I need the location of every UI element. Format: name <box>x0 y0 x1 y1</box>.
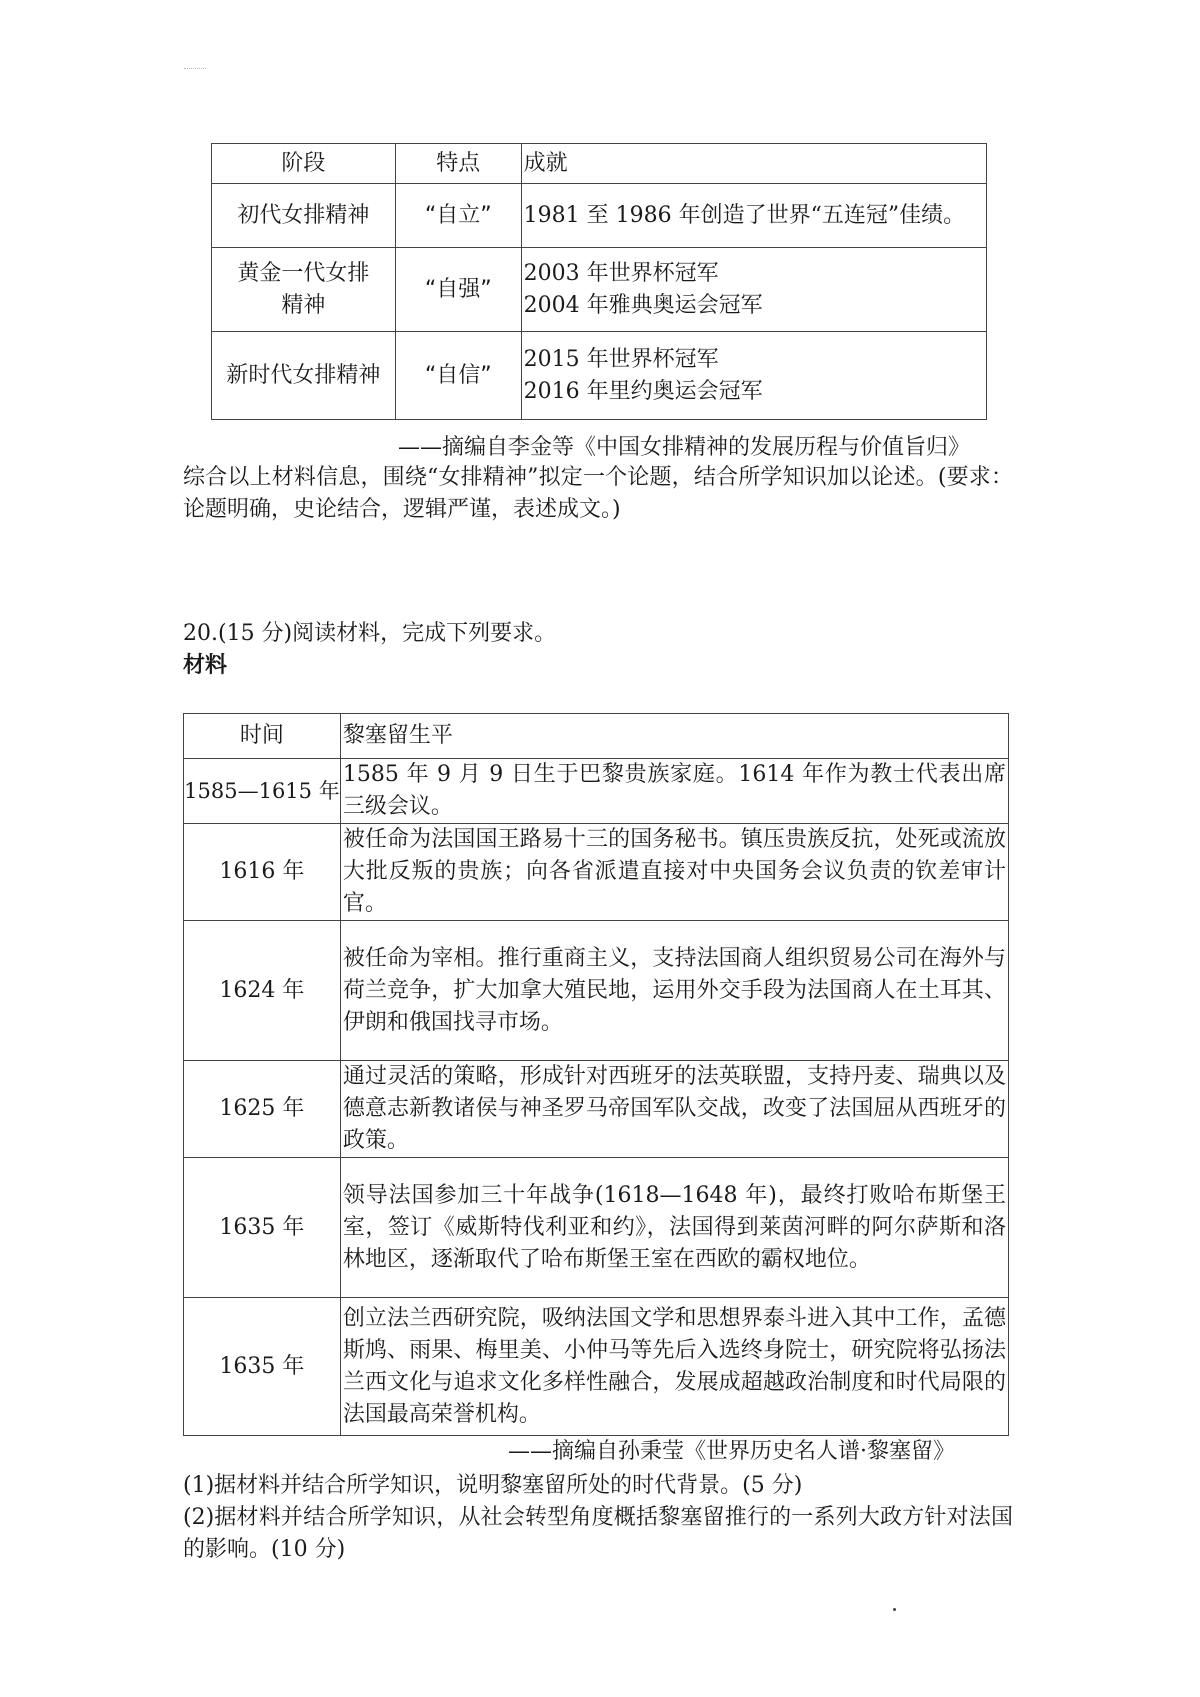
time-cell: 1635 年 <box>184 1158 341 1298</box>
achievement-cell: 1981 至 1986 年创造了世界“五连冠”佳绩。 <box>521 184 986 248</box>
question-20-header: 20.(15 分)阅读材料，完成下列要求。 <box>183 621 557 646</box>
event-cell: 被任命为宰相。推行重商主义，支持法国商人组织贸易公司在海外与荷兰竞争，扩大加拿大殖民地，运用外交手段为法国商人在土耳其、伊朗和俄国找寻市场。 <box>340 921 1008 1061</box>
achievement-line: 2003 年世界杯冠军 <box>523 260 719 286</box>
time-cell: 1625 年 <box>184 1061 341 1158</box>
table-row <box>184 1158 1009 1298</box>
table-row <box>184 921 1009 1061</box>
header-biography: 黎塞留生平 <box>340 714 1008 759</box>
table-header-row <box>184 714 1009 759</box>
table-row <box>184 1061 1009 1158</box>
header-trait: 特点 <box>395 144 521 184</box>
event-cell: 被任命为法国国王路易十三的国务秘书。镇压贵族反抗，处死或流放大批反叛的贵族；向各省派遣直接对中央国务会议负责的钦差审计官。 <box>340 824 1008 921</box>
time-cell: 1624 年 <box>184 921 341 1061</box>
source-citation-1: ——摘编自李金等《中国女排精神的发展历程与价值旨归》 <box>398 435 971 460</box>
achievement-line: 2016 年里约奥运会冠军 <box>523 378 763 404</box>
event-cell: 创立法兰西研究院，吸纳法国文学和思想界泰斗进入其中工作，孟德斯鸠、雨果、梅里美、小仲马等先后入选终身院士，研究院将弘扬法兰西文化与追求文化多样性融合，发展成超越政治制度和时代局限的法国最高荣誉机构。 <box>340 1298 1008 1436</box>
stage-cell: 黄金一代女排精神 <box>212 248 396 332</box>
table-row <box>212 332 987 420</box>
source-citation-2: ——摘编自孙秉莹《世界历史名人谱·黎塞留》 <box>508 1439 955 1464</box>
achievement-line: 2015 年世界杯冠军 <box>523 346 719 372</box>
material-label: 材料 <box>183 653 228 678</box>
women-volleyball-spirit-table <box>211 143 987 420</box>
time-cell: 1585—1615 年 <box>184 759 341 824</box>
table-header-row <box>212 144 987 184</box>
event-cell: 1585 年 9 月 9 日生于巴黎贵族家庭。1614 年作为教士代表出席三级会议。 <box>340 759 1008 824</box>
richelieu-timeline-table <box>183 713 1009 1436</box>
trait-cell: “自信” <box>395 332 521 420</box>
achievement-line: 2004 年雅典奥运会冠军 <box>523 292 763 318</box>
table-row <box>184 1298 1009 1436</box>
stage-cell: 初代女排精神 <box>212 184 396 248</box>
table-row <box>184 824 1009 921</box>
header-stage: 阶段 <box>212 144 396 184</box>
corner-mark <box>184 68 206 69</box>
achievement-cell <box>521 248 986 332</box>
time-cell: 1635 年 <box>184 1298 341 1436</box>
sub-question-2: (2)据材料并结合所学知识，从社会转型角度概括黎塞留推行的一系列大政方针对法国的影响。(10 分) <box>183 1505 1013 1562</box>
table-row <box>184 759 1009 824</box>
achievement-cell <box>521 332 986 420</box>
event-cell: 通过灵活的策略，形成针对西班牙的法英联盟，支持丹麦、瑞典以及德意志新教诸侯与神圣罗马帝国军队交战，改变了法国屈从西班牙的政策。 <box>340 1061 1008 1158</box>
table-row <box>212 184 987 248</box>
time-cell: 1616 年 <box>184 824 341 921</box>
header-achievement: 成就 <box>521 144 986 184</box>
page-dot <box>893 1608 896 1611</box>
sub-question-1: (1)据材料并结合所学知识，说明黎塞留所处的时代背景。(5 分) <box>183 1473 803 1498</box>
stage-cell: 新时代女排精神 <box>212 332 396 420</box>
trait-cell: “自立” <box>395 184 521 248</box>
table-row <box>212 248 987 332</box>
question-1-prompt: 综合以上材料信息，围绕“女排精神”拟定一个论题，结合所学知识加以论述。(要求：论题明确，史论结合，逻辑严谨，表述成文。) <box>183 465 1013 522</box>
event-cell: 领导法国参加三十年战争(1618—1648 年)，最终打败哈布斯堡王室，签订《威斯特伐利亚和约》，法国得到莱茵河畔的阿尔萨斯和洛林地区，逐渐取代了哈布斯堡王室在西欧的霸权地位。 <box>340 1158 1008 1298</box>
header-time: 时间 <box>184 714 341 759</box>
trait-cell: “自强” <box>395 248 521 332</box>
